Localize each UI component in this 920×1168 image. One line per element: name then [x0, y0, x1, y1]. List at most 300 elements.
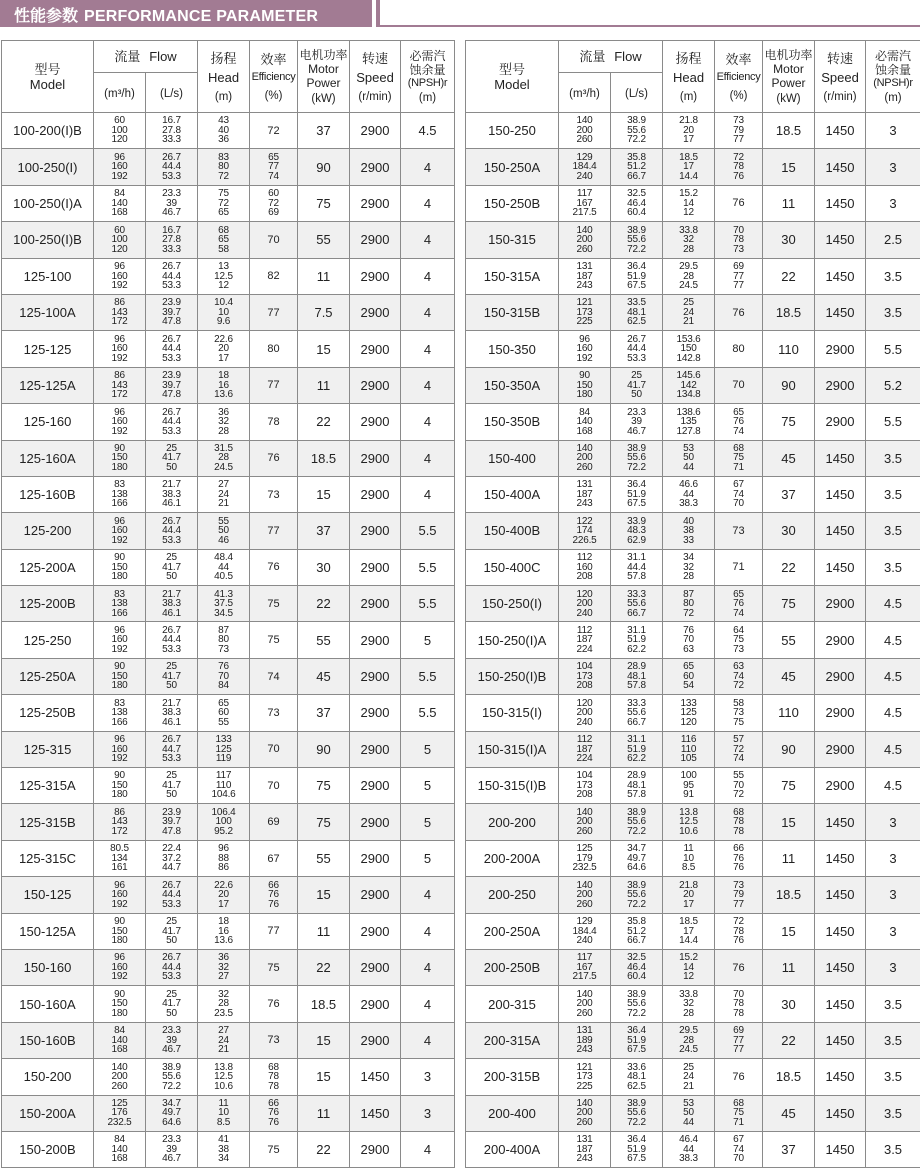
flow-ls-cell-value: 26.7 [611, 335, 662, 345]
flow-m3h-cell-value: 140 [94, 1145, 145, 1155]
flow-m3h-cell-value: 192 [94, 972, 145, 982]
head-cell-value: 29.5 [663, 1026, 714, 1036]
motor-power-cell: 11 [763, 185, 815, 221]
motor-power-cell: 55 [298, 840, 350, 876]
efficiency-cell-value: 73 [732, 525, 744, 537]
flow-m3h-cell [94, 768, 146, 804]
flow-ls-cell-value: 27.8 [146, 126, 197, 136]
head-cell-value: 21 [198, 1045, 249, 1055]
flow-ls-cell-value: 51.9 [611, 1036, 662, 1046]
npsh-cell: 4 [401, 331, 455, 367]
flow-m3h-cell-value: 96 [94, 262, 145, 272]
flow-ls-cell-value: 72.2 [611, 900, 662, 910]
flow-ls-cell-value: 72.2 [611, 463, 662, 473]
header-npsh: 必需汽 蚀余量 (NPSH)r (m) [401, 41, 455, 113]
efficiency-cell [250, 331, 298, 367]
flow-m3h-cell-value: 192 [94, 536, 145, 546]
flow-ls-cell-value: 35.8 [611, 917, 662, 927]
npsh-cell: 4 [401, 294, 455, 330]
flow-m3h-cell-value: 192 [94, 354, 145, 364]
efficiency-cell-value: 78 [715, 235, 762, 245]
head-cell-value: 27 [198, 1026, 249, 1036]
efficiency-cell-value: 79 [715, 890, 762, 900]
flow-m3h-cell-value: 100 [94, 126, 145, 136]
flow-m3h-cell-value: 96 [94, 335, 145, 345]
model-cell: 125-100 [2, 258, 94, 294]
npsh-cell: 3.5 [866, 294, 920, 330]
head-cell-value: 119 [198, 754, 249, 764]
flow-ls-cell-value: 72.2 [146, 1082, 197, 1092]
head-cell-value: 105 [663, 754, 714, 764]
head-cell [198, 622, 250, 658]
head-cell-value: 22.6 [198, 335, 249, 345]
efficiency-cell-value: 77 [715, 135, 762, 145]
flow-m3h-cell-value: 160 [94, 344, 145, 354]
npsh-cell: 3 [401, 1095, 455, 1131]
flow-ls-cell-value: 50 [146, 681, 197, 691]
head-cell-value: 34.5 [198, 609, 249, 619]
head-cell [663, 440, 715, 476]
head-cell-value: 36 [198, 135, 249, 145]
flow-ls-cell-value: 44.4 [146, 963, 197, 973]
head-cell-value: 87 [663, 590, 714, 600]
head-cell [663, 622, 715, 658]
flow-ls-cell-value: 44.4 [611, 344, 662, 354]
efficiency-cell-value: 78 [267, 416, 279, 428]
head-cell-value: 15.2 [663, 189, 714, 199]
flow-ls-cell-value: 53.3 [146, 536, 197, 546]
flow-m3h-cell [94, 658, 146, 694]
flow-ls-cell [611, 1095, 663, 1131]
head-cell-value: 18 [198, 917, 249, 927]
flow-m3h-cell-value: 226.5 [559, 536, 610, 546]
efficiency-cell [250, 658, 298, 694]
efficiency-cell-value: 66 [715, 844, 762, 854]
flow-ls-cell-value: 57.8 [611, 572, 662, 582]
flow-ls-cell-value: 51.9 [611, 1145, 662, 1155]
efficiency-cell-value: 76 [732, 962, 744, 974]
flow-ls-cell-value: 49.7 [146, 1108, 197, 1118]
flow-m3h-cell-value: 104 [559, 662, 610, 672]
speed-cell: 2900 [350, 949, 401, 985]
head-cell-value: 21.8 [663, 881, 714, 891]
flow-ls-cell-value: 38.3 [146, 708, 197, 718]
table-row [466, 986, 920, 1022]
flow-ls-cell-value: 32.5 [611, 953, 662, 963]
speed-cell: 2900 [350, 1022, 401, 1058]
efficiency-cell-value: 60 [250, 189, 297, 199]
header-flow-m3h: (m³/h) [559, 73, 611, 113]
flow-m3h-cell-value: 112 [559, 735, 610, 745]
model-cell: 125-200 [2, 513, 94, 549]
head-cell-value: 12 [663, 972, 714, 982]
efficiency-cell [715, 294, 763, 330]
head-cell-value: 33 [663, 536, 714, 546]
flow-m3h-cell-value: 176 [94, 1108, 145, 1118]
npsh-cell: 5.2 [866, 367, 920, 403]
flow-ls-cell [611, 1059, 663, 1095]
flow-ls-cell-value: 66.7 [611, 718, 662, 728]
flow-m3h-cell [559, 804, 611, 840]
flow-m3h-cell [559, 222, 611, 258]
head-cell-value: 95.2 [198, 827, 249, 837]
flow-ls-cell-value: 48.1 [611, 672, 662, 682]
table-row [2, 113, 455, 149]
flow-ls-cell-value: 21.7 [146, 699, 197, 709]
flow-ls-cell-value: 38.9 [611, 990, 662, 1000]
flow-m3h-cell-value: 117 [559, 189, 610, 199]
efficiency-cell-value: 77 [250, 162, 297, 172]
flow-m3h-cell [559, 1022, 611, 1058]
head-cell-value: 28 [663, 572, 714, 582]
flow-m3h-cell-value: 90 [94, 444, 145, 454]
head-cell-value: 80 [198, 162, 249, 172]
motor-power-cell: 15 [298, 331, 350, 367]
speed-cell: 2900 [350, 913, 401, 949]
head-cell [663, 1022, 715, 1058]
head-cell-value: 14 [663, 963, 714, 973]
head-cell-value: 17 [198, 354, 249, 364]
head-cell [663, 1059, 715, 1095]
efficiency-cell [250, 149, 298, 185]
efficiency-cell-value: 74 [250, 172, 297, 182]
flow-m3h-cell-value: 131 [559, 1135, 610, 1145]
head-cell-value: 76 [663, 626, 714, 636]
model-cell: 100-200(I)B [2, 113, 94, 149]
head-cell-value: 16 [198, 927, 249, 937]
flow-m3h-cell [94, 1131, 146, 1167]
flow-ls-cell-value: 25 [146, 990, 197, 1000]
flow-ls-cell [611, 185, 663, 221]
efficiency-cell-value: 58 [715, 699, 762, 709]
flow-m3h-cell-value: 160 [559, 344, 610, 354]
flow-ls-cell-value: 51.9 [611, 272, 662, 282]
efficiency-cell-value: 78 [250, 1082, 297, 1092]
table-row [466, 367, 920, 403]
banner-underline [380, 25, 920, 27]
flow-ls-cell [146, 185, 198, 221]
speed-cell: 1450 [815, 986, 866, 1022]
flow-m3h-cell-value: 240 [559, 172, 610, 182]
motor-power-cell: 75 [763, 768, 815, 804]
efficiency-cell-value: 67 [715, 480, 762, 490]
flow-m3h-cell [559, 549, 611, 585]
head-cell-value: 65 [198, 699, 249, 709]
model-cell: 150-250A [466, 149, 559, 185]
efficiency-cell-value: 73 [715, 708, 762, 718]
efficiency-cell-value: 77 [267, 379, 279, 391]
flow-m3h-cell-value: 140 [559, 808, 610, 818]
flow-m3h-cell-value: 168 [94, 1154, 145, 1164]
head-cell [663, 1131, 715, 1167]
head-cell-value: 10.6 [198, 1082, 249, 1092]
flow-ls-cell-value: 22.4 [146, 844, 197, 854]
flow-ls-cell [146, 113, 198, 149]
flow-m3h-cell-value: 260 [559, 1118, 610, 1128]
flow-m3h-cell [94, 440, 146, 476]
head-cell-value: 20 [198, 344, 249, 354]
head-cell [198, 440, 250, 476]
flow-ls-cell-value: 26.7 [146, 153, 197, 163]
efficiency-cell-value: 76 [732, 1071, 744, 1083]
flow-ls-cell-value: 23.3 [611, 408, 662, 418]
flow-ls-cell-value: 38.9 [611, 226, 662, 236]
flow-ls-cell-value: 55.6 [146, 1072, 197, 1082]
flow-m3h-cell-value: 86 [94, 808, 145, 818]
motor-power-cell: 22 [763, 258, 815, 294]
npsh-cell: 3 [866, 877, 920, 913]
npsh-cell: 3.5 [866, 1095, 920, 1131]
flow-m3h-cell-value: 100 [94, 235, 145, 245]
flow-m3h-cell [559, 367, 611, 403]
motor-power-cell: 22 [298, 949, 350, 985]
speed-cell: 2900 [350, 404, 401, 440]
efficiency-cell [715, 1022, 763, 1058]
flow-m3h-cell-value: 96 [94, 517, 145, 527]
head-cell-value: 142 [663, 381, 714, 391]
flow-m3h-cell-value: 140 [559, 116, 610, 126]
flow-ls-cell-value: 62.9 [611, 536, 662, 546]
banner-separator [376, 0, 380, 27]
motor-power-cell: 15 [763, 913, 815, 949]
table-row [466, 586, 920, 622]
speed-cell: 2900 [815, 658, 866, 694]
flow-ls-cell-value: 44.7 [146, 745, 197, 755]
head-cell [198, 1131, 250, 1167]
efficiency-cell [715, 731, 763, 767]
flow-m3h-cell-value: 86 [94, 371, 145, 381]
efficiency-cell-value: 55 [715, 771, 762, 781]
efficiency-cell [715, 695, 763, 731]
flow-ls-cell [611, 258, 663, 294]
head-cell-value: 18.5 [663, 153, 714, 163]
head-cell [198, 258, 250, 294]
flow-m3h-cell-value: 243 [559, 1045, 610, 1055]
head-cell-value: 41.3 [198, 590, 249, 600]
table-row [2, 877, 455, 913]
model-cell: 125-100A [2, 294, 94, 330]
efficiency-cell [250, 840, 298, 876]
flow-m3h-cell-value: 168 [94, 208, 145, 218]
flow-ls-cell [146, 476, 198, 512]
flow-m3h-cell-value: 260 [559, 135, 610, 145]
flow-ls-cell-value: 25 [146, 553, 197, 563]
flow-ls-cell-value: 37.2 [146, 854, 197, 864]
head-cell [198, 1059, 250, 1095]
flow-ls-cell-value: 26.7 [146, 626, 197, 636]
speed-cell: 1450 [815, 222, 866, 258]
flow-m3h-cell-value: 200 [559, 817, 610, 827]
flow-ls-cell [146, 1131, 198, 1167]
flow-m3h-cell [559, 840, 611, 876]
head-cell-value: 15.2 [663, 953, 714, 963]
efficiency-cell [250, 258, 298, 294]
efficiency-cell-value: 74 [267, 671, 279, 683]
efficiency-cell [250, 768, 298, 804]
model-cell: 150-250(I)A [466, 622, 559, 658]
flow-ls-cell [611, 404, 663, 440]
head-cell-value: 72 [198, 172, 249, 182]
flow-m3h-cell-value: 90 [94, 771, 145, 781]
head-cell-value: 34 [198, 1154, 249, 1164]
table-row [2, 586, 455, 622]
flow-m3h-cell [94, 695, 146, 731]
head-cell-value: 70 [198, 672, 249, 682]
efficiency-cell-value: 64 [715, 626, 762, 636]
section-title-en: PERFORMANCE PARAMETER [84, 8, 318, 25]
head-cell-value: 21.8 [663, 116, 714, 126]
efficiency-cell [250, 367, 298, 403]
table-row [466, 513, 920, 549]
speed-cell: 1450 [815, 1022, 866, 1058]
efficiency-cell-value: 69 [715, 262, 762, 272]
header-npsh: 必需汽 蚀余量 (NPSH)r (m) [866, 41, 920, 113]
flow-m3h-cell-value: 179 [559, 854, 610, 864]
head-cell-value: 100 [198, 817, 249, 827]
flow-m3h-cell-value: 232.5 [559, 863, 610, 873]
flow-m3h-cell [94, 185, 146, 221]
table-row [466, 840, 920, 876]
flow-m3h-cell [94, 149, 146, 185]
flow-m3h-cell-value: 184.4 [559, 162, 610, 172]
flow-ls-cell [611, 731, 663, 767]
speed-cell: 1450 [815, 804, 866, 840]
head-cell-value: 40 [198, 126, 249, 136]
flow-m3h-cell-value: 150 [94, 999, 145, 1009]
flow-m3h-cell-value: 166 [94, 609, 145, 619]
head-cell [663, 258, 715, 294]
flow-ls-cell-value: 55.6 [611, 126, 662, 136]
efficiency-cell [715, 513, 763, 549]
flow-ls-cell-value: 46.7 [146, 208, 197, 218]
flow-m3h-cell [94, 476, 146, 512]
flow-m3h-cell-value: 192 [94, 281, 145, 291]
flow-ls-cell-value: 53.3 [146, 281, 197, 291]
flow-ls-cell-value: 38.3 [146, 490, 197, 500]
flow-ls-cell [611, 222, 663, 258]
flow-ls-cell [611, 877, 663, 913]
flow-ls-cell-value: 55.6 [611, 599, 662, 609]
table-row [466, 1022, 920, 1058]
head-cell-value: 95 [663, 781, 714, 791]
efficiency-cell [250, 1095, 298, 1131]
flow-m3h-cell [559, 258, 611, 294]
efficiency-cell-value: 78 [715, 999, 762, 1009]
flow-m3h-cell-value: 90 [94, 662, 145, 672]
flow-m3h-cell [559, 586, 611, 622]
model-cell: 150-315(I)A [466, 731, 559, 767]
head-cell-value: 23.5 [198, 1009, 249, 1019]
header-efficiency: 效率 Efficiency (%) [250, 41, 298, 113]
head-cell [198, 331, 250, 367]
head-cell-value: 38.3 [663, 1154, 714, 1164]
head-cell-value: 14.4 [663, 172, 714, 182]
head-cell-value: 20 [663, 890, 714, 900]
head-cell [198, 768, 250, 804]
model-cell: 150-200A [2, 1095, 94, 1131]
flow-ls-cell [146, 331, 198, 367]
head-cell-value: 24 [198, 490, 249, 500]
model-cell: 125-125 [2, 331, 94, 367]
flow-m3h-cell-value: 83 [94, 699, 145, 709]
flow-m3h-cell-value: 140 [94, 199, 145, 209]
head-cell-value: 134.8 [663, 390, 714, 400]
npsh-cell: 3 [866, 804, 920, 840]
flow-ls-cell-value: 38.9 [611, 1099, 662, 1109]
flow-ls-cell [146, 367, 198, 403]
table-row [2, 695, 455, 731]
efficiency-cell-value: 72 [267, 125, 279, 137]
flow-m3h-cell [559, 1095, 611, 1131]
table-row [466, 185, 920, 221]
head-cell-value: 34 [663, 553, 714, 563]
header-efficiency: 效率 Efficiency (%) [715, 41, 763, 113]
efficiency-cell-value: 71 [715, 1118, 762, 1128]
flow-ls-cell-value: 39 [146, 1145, 197, 1155]
head-cell [663, 586, 715, 622]
efficiency-cell-value: 71 [715, 463, 762, 473]
flow-m3h-cell [94, 1059, 146, 1095]
head-cell [663, 476, 715, 512]
flow-m3h-cell [559, 404, 611, 440]
npsh-cell: 3 [866, 185, 920, 221]
table-row [2, 949, 455, 985]
efficiency-cell-value: 78 [715, 817, 762, 827]
flow-m3h-cell-value: 180 [94, 463, 145, 473]
head-cell-value: 28 [198, 999, 249, 1009]
flow-m3h-cell-value: 129 [559, 153, 610, 163]
flow-ls-cell-value: 44.4 [146, 526, 197, 536]
flow-ls-cell-value: 38.9 [611, 116, 662, 126]
flow-m3h-cell-value: 187 [559, 272, 610, 282]
motor-power-cell: 90 [298, 149, 350, 185]
speed-cell: 2900 [815, 768, 866, 804]
flow-ls-cell-value: 46.1 [146, 499, 197, 509]
flow-m3h-cell-value: 138 [94, 599, 145, 609]
flow-ls-cell-value: 21.7 [146, 480, 197, 490]
efficiency-cell [250, 877, 298, 913]
flow-m3h-cell-value: 60 [94, 226, 145, 236]
head-cell-value: 24.5 [198, 463, 249, 473]
speed-cell: 1450 [815, 476, 866, 512]
motor-power-cell: 18.5 [298, 986, 350, 1022]
efficiency-cell-value: 72 [250, 199, 297, 209]
npsh-cell: 4.5 [866, 695, 920, 731]
table-row [466, 1131, 920, 1167]
flow-m3h-cell-value: 243 [559, 499, 610, 509]
flow-m3h-cell [94, 622, 146, 658]
model-cell: 125-200B [2, 586, 94, 622]
speed-cell: 1450 [350, 1095, 401, 1131]
npsh-cell: 5.5 [866, 331, 920, 367]
flow-m3h-cell-value: 260 [94, 1082, 145, 1092]
flow-m3h-cell-value: 172 [94, 827, 145, 837]
section-title [14, 3, 318, 26]
efficiency-cell [715, 404, 763, 440]
flow-m3h-cell-value: 192 [559, 354, 610, 364]
motor-power-cell: 90 [763, 731, 815, 767]
model-cell: 150-400C [466, 549, 559, 585]
header-flow-ls: (L/s) [611, 73, 663, 113]
head-cell [663, 840, 715, 876]
flow-m3h-cell-value: 96 [94, 735, 145, 745]
table-row [2, 331, 455, 367]
flow-m3h-cell [559, 913, 611, 949]
efficiency-cell-value: 72 [715, 790, 762, 800]
npsh-cell: 4.5 [866, 731, 920, 767]
head-cell-value: 53 [663, 1099, 714, 1109]
flow-ls-cell-value: 48.1 [611, 308, 662, 318]
